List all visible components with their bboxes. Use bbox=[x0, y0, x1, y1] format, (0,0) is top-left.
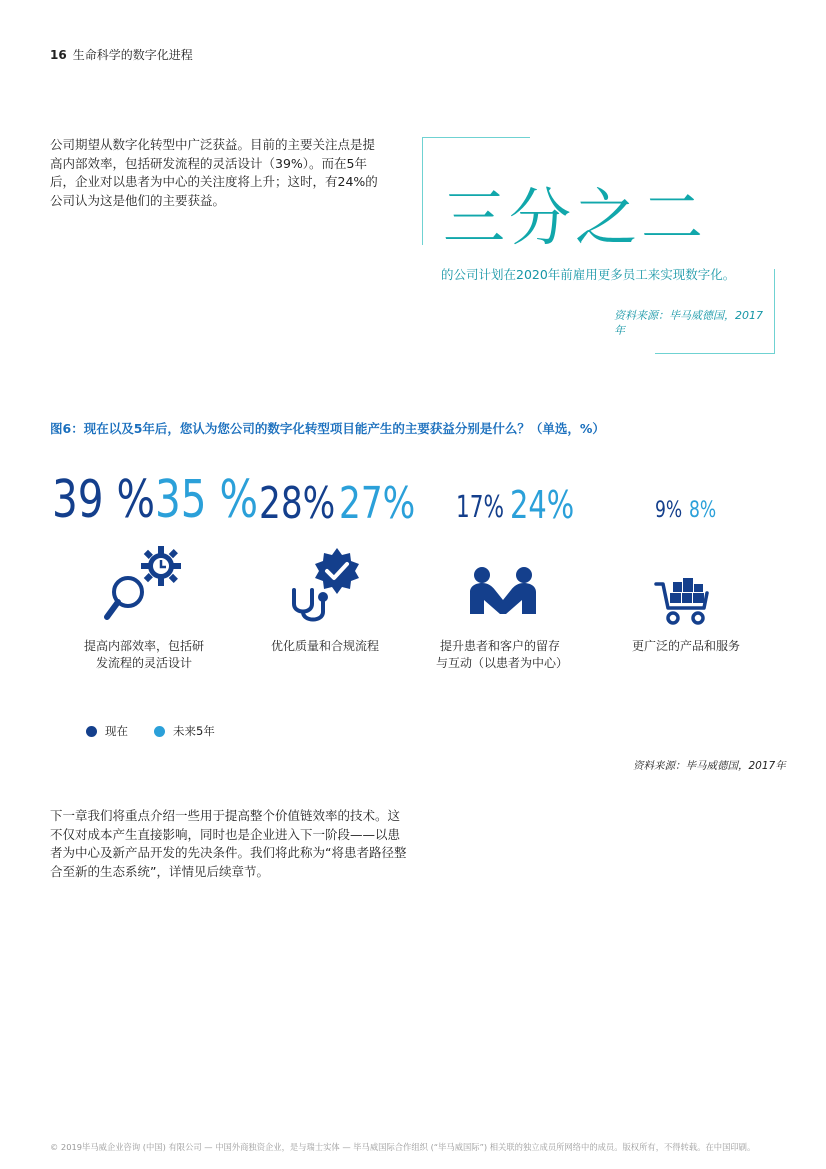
benefit-label-4: 更广泛的产品和服务 bbox=[631, 639, 740, 653]
callout-source: 资料来源：毕马威德国，2017年 bbox=[614, 309, 763, 337]
shopping-cart-icon bbox=[654, 578, 710, 626]
stat-now-2: 28% bbox=[259, 478, 336, 529]
stethoscope-badge-icon bbox=[289, 546, 365, 624]
chapter-title: 生命科学的数字化进程 bbox=[72, 48, 193, 62]
stat-future-2: 27% bbox=[339, 478, 416, 529]
page-header bbox=[50, 46, 193, 63]
legend-future-label: 未来5年 bbox=[173, 724, 215, 738]
stat-now-1: 39 % bbox=[52, 470, 156, 530]
stat-future-3: 24% bbox=[510, 483, 575, 527]
callout-text: 的公司计划在2020年前雇用更多员工来实现数字化。 bbox=[441, 267, 736, 282]
intro-paragraph: 公司期望从数字化转型中广泛获益。目前的主要关注点是提高内部效率，包括研发流程的灵活设计（39%）。而在5年后，企业对以患者为中心的关注度将上升；这时，有24%的公司认为这是他们的主要获益。 bbox=[50, 137, 378, 208]
legend-now-label: 现在 bbox=[105, 724, 128, 738]
stat-future-1: 35 % bbox=[155, 470, 259, 530]
legend-future bbox=[154, 723, 215, 739]
copyright-footer: © 2019毕马威企业咨询 (中国) 有限公司 — 中国外商独资企业，是与瑞士实体 — 毕马威国际合作组织 (“毕马威国际”) 相关联的独立成员所网络中的成员。版权所有，不得转载。在中国印刷。 bbox=[50, 1142, 756, 1152]
figure-title: 图6：现在以及5年后，您认为您公司的数字化转型项目能产生的主要获益分别是什么？（单选，%） bbox=[50, 421, 605, 436]
handshake-people-icon bbox=[470, 566, 536, 616]
callout-big-stat: 三分之二 bbox=[443, 181, 708, 254]
figure-source: 资料来源：毕马威德国，2017年 bbox=[633, 760, 786, 772]
stat-now-4: 9% bbox=[655, 498, 683, 523]
closing-paragraph: 下一章我们将重点介绍一些用于提高整个价值链效率的技术。这不仅对成本产生直接影响，同时也是企业进入下一阶段——以患者为中心及新产品开发的先决条件。我们将此称为“将患者路径整合至新的生态系统”，详情见后续章节。 bbox=[50, 808, 407, 879]
legend-future-swatch bbox=[154, 726, 165, 737]
legend-now-swatch bbox=[86, 726, 97, 737]
benefit-label-1: 提高内部效率，包括研发流程的灵活设计 bbox=[83, 639, 204, 670]
stat-future-4: 8% bbox=[689, 498, 717, 523]
legend-now bbox=[86, 723, 128, 739]
page-number: 16 bbox=[50, 48, 67, 62]
magnifier-gear-icon bbox=[104, 544, 182, 626]
benefit-label-2: 优化质量和合规流程 bbox=[270, 639, 379, 653]
benefit-label-3: 提升患者和客户的留存与互动（以患者为中心） bbox=[436, 639, 569, 670]
stat-now-3: 17% bbox=[456, 490, 505, 525]
